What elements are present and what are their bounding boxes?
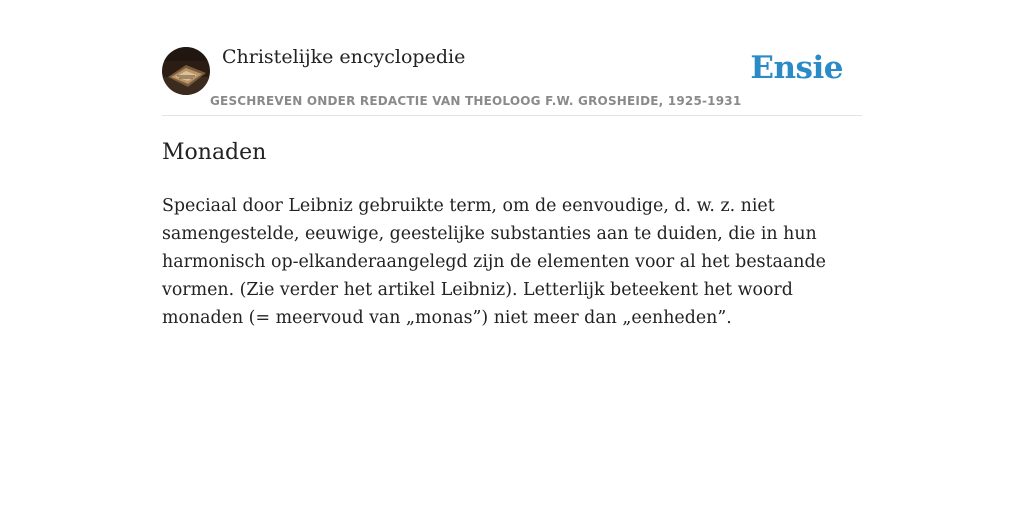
article-title: Monaden <box>162 140 267 165</box>
encyclopedia-header <box>162 0 862 116</box>
content-container <box>162 0 862 328</box>
encyclopedia-title[interactable]: Christelijke encyclopedie <box>222 46 466 68</box>
encyclopedia-cover-icon[interactable] <box>162 47 210 95</box>
ensie-logo[interactable]: Ensie <box>750 50 843 86</box>
encyclopedia-subtitle: GESCHREVEN ONDER REDACTIE VAN THEOLOOG F.W. GROSHEIDE, 1925-1931 <box>210 94 742 108</box>
article-body: Speciaal door Leibniz gebruikte term, om de eenvoudige, d. w. z. niet samengestelde, eeuwige, geestelijke substanties aan te duiden, die in hun harmonisch op-elkanderaangelegd zijn de elementen voor al het bestaande vormen. (Zie verder het artikel Leibniz). Letterlijk beteekent het woord monaden (= meervoud van „monas”) niet meer dan „eenheden”. <box>162 196 826 328</box>
